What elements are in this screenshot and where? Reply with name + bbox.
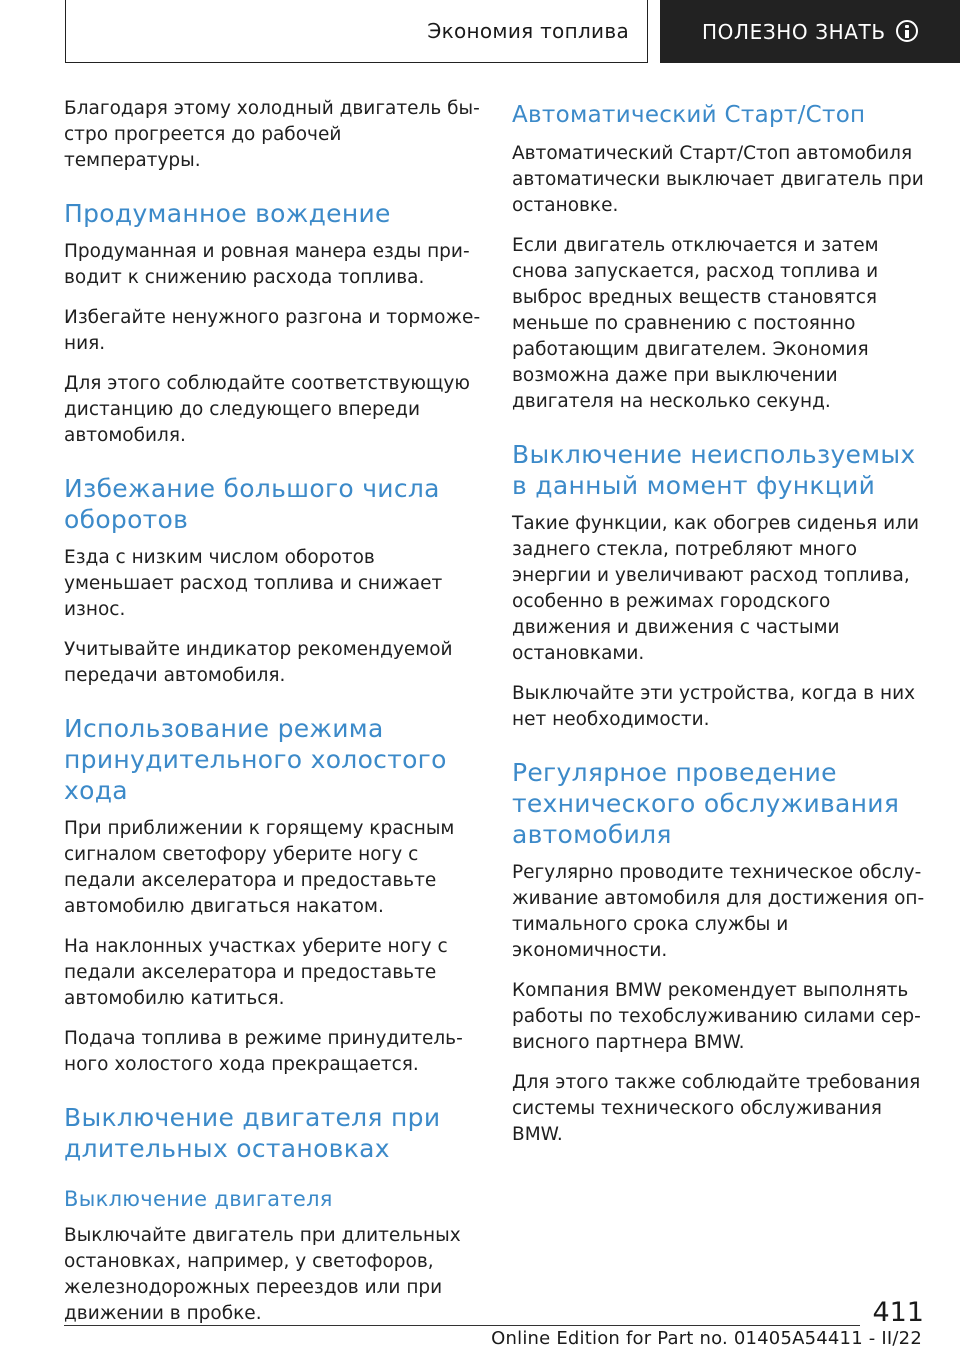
footer-divider <box>64 1325 860 1326</box>
right-column <box>512 96 932 1162</box>
paragraph: Выключайте эти устройства, когда в них нет необходимости. <box>512 683 916 730</box>
heading-smart-driving: Продуманное вождение <box>64 199 391 228</box>
paragraph: Для этого также соблюдайте требования системы технического обслуживания BMW. <box>512 1072 921 1145</box>
page-number: 411 <box>872 1297 924 1328</box>
paragraph: Подача топлива в режиме принудительного холостого хода прекращается. <box>64 1028 463 1075</box>
left-column <box>64 96 482 1341</box>
page-header <box>0 0 960 66</box>
paragraph: Учитывайте индикатор рекомендуемой передачи автомобиля. <box>64 639 453 686</box>
heading-auto-start-stop: Автоматический Старт/Стоп <box>512 102 866 128</box>
edition-note: Online Edition for Part no. 01405A54411 - II/22 <box>491 1328 922 1349</box>
heading-maintenance: Регулярное проведение технического обслуживания автомобиля <box>512 758 900 849</box>
paragraph: Продуманная и ровная манера езды приводит к снижению расхода топлива. <box>64 241 470 288</box>
paragraph: На наклонных участках уберите ногу с педали акселератора и предоставьте автомобилю катиться. <box>64 936 448 1009</box>
section-tab-label: Экономия топлива <box>427 19 629 43</box>
heading-engine-off: Выключение двигателя при длительных остановках <box>64 1103 441 1163</box>
paragraph: Если двигатель отключается и затем снова запускается, расход топлива и выброс вредных веществ становятся меньше по сравнению с постоянно работающим двигателем. Экономия возможна даже при выключении двигателя на несколько секунд. <box>512 235 879 412</box>
info-icon <box>896 20 918 42</box>
intro-paragraph: Благодаря этому холодный двигатель быстро прогреется до рабочей температуры. <box>64 98 480 171</box>
heading-overrun: Использование режима принудительного холостого хода <box>64 714 447 805</box>
paragraph: Регулярно проводите техническое обслуживание автомобиля для достижения оптимального срока службы и экономичности. <box>512 862 925 961</box>
paragraph: Автоматический Старт/Стоп автомобиля автоматически выключает двигатель при остановке. <box>512 143 924 216</box>
paragraph: Компания BMW рекомендует выполнять работы по техобслуживанию силами сервисного партнера BMW. <box>512 980 921 1053</box>
paragraph: Избегайте ненужного разгона и торможения. <box>64 307 481 354</box>
chapter-tab-label: ПОЛЕЗНО ЗНАТЬ <box>702 19 886 44</box>
section-tab[interactable] <box>65 0 648 63</box>
subheading-engine-off: Выключение двигателя <box>64 1187 333 1211</box>
paragraph: Езда с низким числом оборотов уменьшает расход топлива и снижает износ. <box>64 547 443 620</box>
paragraph: Выключайте двигатель при длительных остановках, например, у светофоров, железнодорожных переездов или при движении в пробке. <box>64 1225 461 1324</box>
heading-high-rpm: Избежание большого числа оборотов <box>64 474 440 534</box>
paragraph: Такие функции, как обогрев сиденья или заднего стекла, потребляют много энергии и увеличивают расход топлива, особенно в режимах городского движения и движения с частыми остановками. <box>512 513 920 664</box>
paragraph: При приближении к горящему красным сигналом светофору уберите ногу с педали акселератора и предоставьте автомобилю двигаться накатом. <box>64 818 455 917</box>
paragraph: Для этого соблюдайте соответствующую дистанцию до следующего впереди автомобиля. <box>64 373 470 446</box>
heading-unused-functions: Выключение неиспользуемых в данный момент функций <box>512 440 916 500</box>
